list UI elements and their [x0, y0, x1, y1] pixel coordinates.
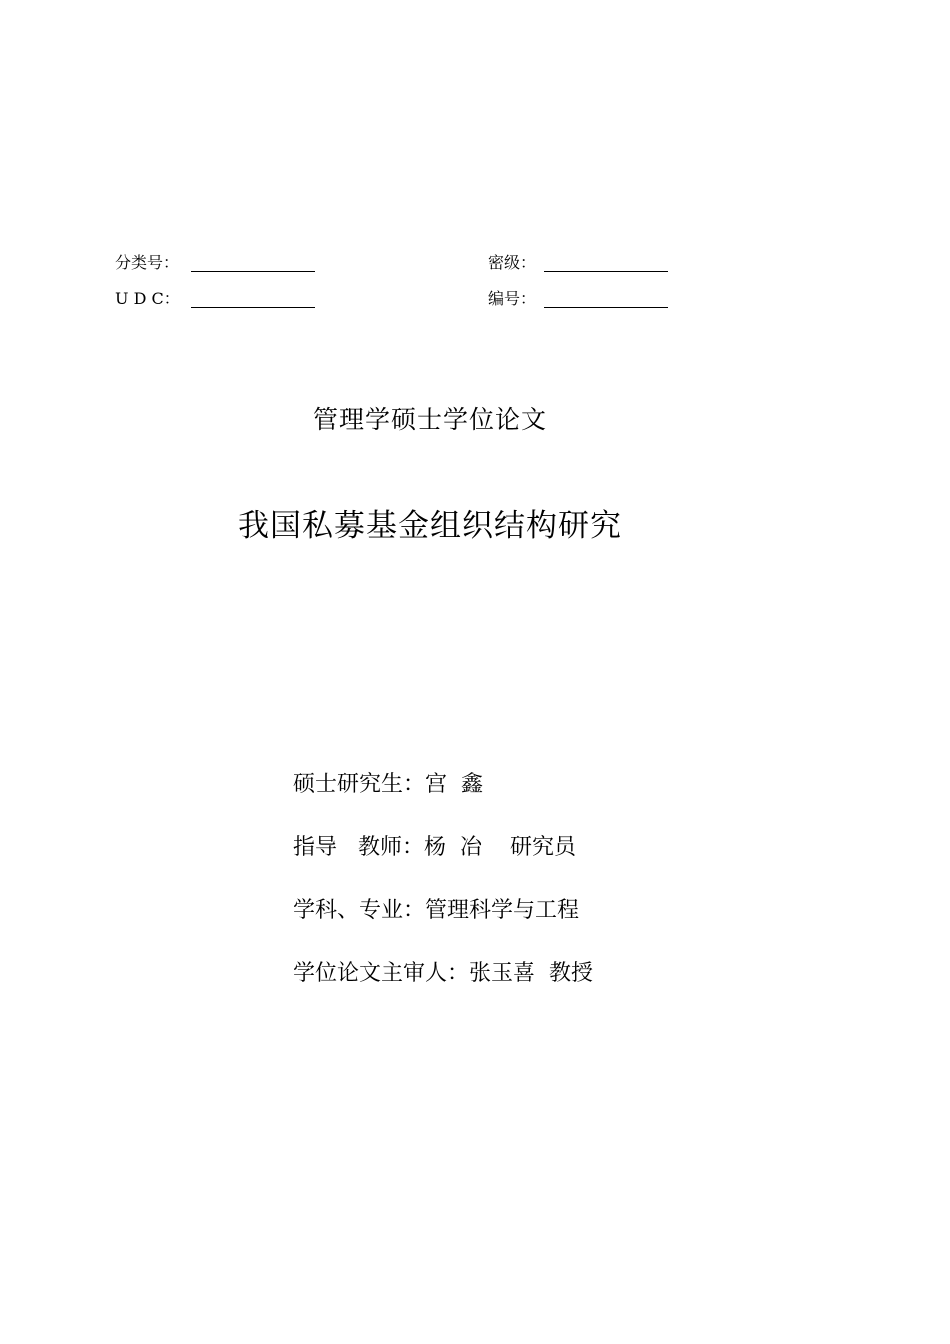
reviewer-line: 学位论文主审人：张玉喜 教授 [293, 961, 593, 986]
classification-field [115, 253, 315, 275]
number-blank-line [544, 307, 668, 308]
secret-level-field [488, 253, 670, 275]
udc-label: U D C： [115, 289, 180, 308]
advisor-line: 指导 教师：杨 冶 研究员 [293, 835, 576, 860]
udc-blank-line [191, 307, 315, 308]
degree-type-heading: 管理学硕士学位论文 [312, 405, 547, 434]
number-label: 编号： [488, 289, 537, 308]
student-line: 硕士研究生：宫 鑫 [293, 772, 483, 797]
secret-level-blank-line [544, 271, 668, 272]
major-line: 学科、专业：管理科学与工程 [293, 898, 580, 923]
classification-label: 分类号： [115, 253, 180, 272]
udc-field [115, 289, 315, 311]
number-field [488, 289, 670, 311]
thesis-title: 我国私募基金组织结构研究 [238, 508, 622, 544]
secret-level-label: 密级： [488, 253, 537, 272]
classification-blank-line [191, 271, 315, 272]
